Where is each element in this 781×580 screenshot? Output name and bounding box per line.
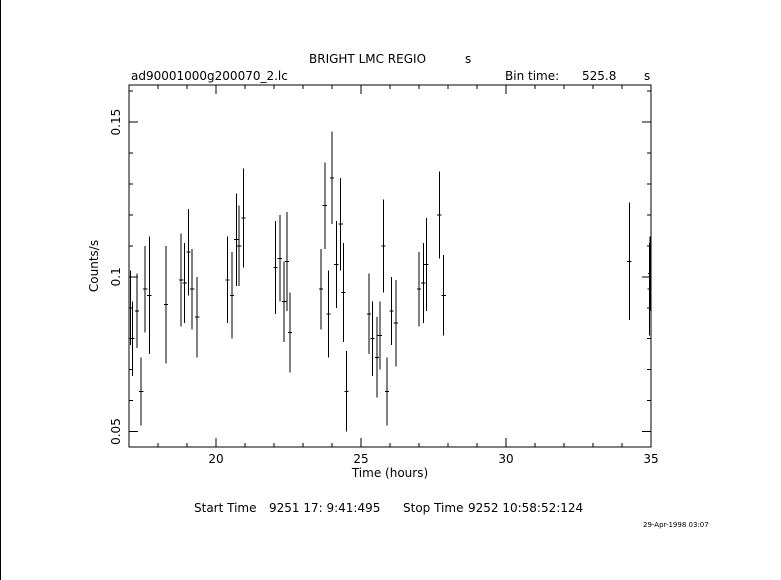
bin-time-unit: s <box>644 69 651 83</box>
x-tick-label: 25 <box>353 452 369 466</box>
bin-time-value: 525.8 <box>582 69 617 83</box>
stop-time-label: Stop Time <box>403 501 464 515</box>
file-name: ad90001000g200070_2.lc <box>131 69 288 83</box>
bin-time-label: Bin time: <box>505 69 560 83</box>
y-axis-label: Counts/s <box>87 239 101 293</box>
x-axis-label: Time (hours) <box>351 466 429 480</box>
x-tick-label: 30 <box>498 452 514 466</box>
plot-date: 29-Apr-1998 03:07 <box>643 521 709 529</box>
x-tick-label: 35 <box>643 452 659 466</box>
start-time-label: Start Time <box>194 501 257 515</box>
x-tick-label: 20 <box>208 452 224 466</box>
stop-time-value: 9252 10:58:52:124 <box>468 501 584 515</box>
start-time-value: 9251 17: 9:41:495 <box>269 501 381 515</box>
y-tick-label: 0.1 <box>109 267 123 287</box>
plot-title: BRIGHT LMC REGIO <box>309 52 427 66</box>
y-tick-label: 0.15 <box>109 108 123 136</box>
plot-frame <box>129 85 651 447</box>
y-tick-label: 0.05 <box>109 418 123 445</box>
plot-title-suffix: s <box>465 52 472 66</box>
